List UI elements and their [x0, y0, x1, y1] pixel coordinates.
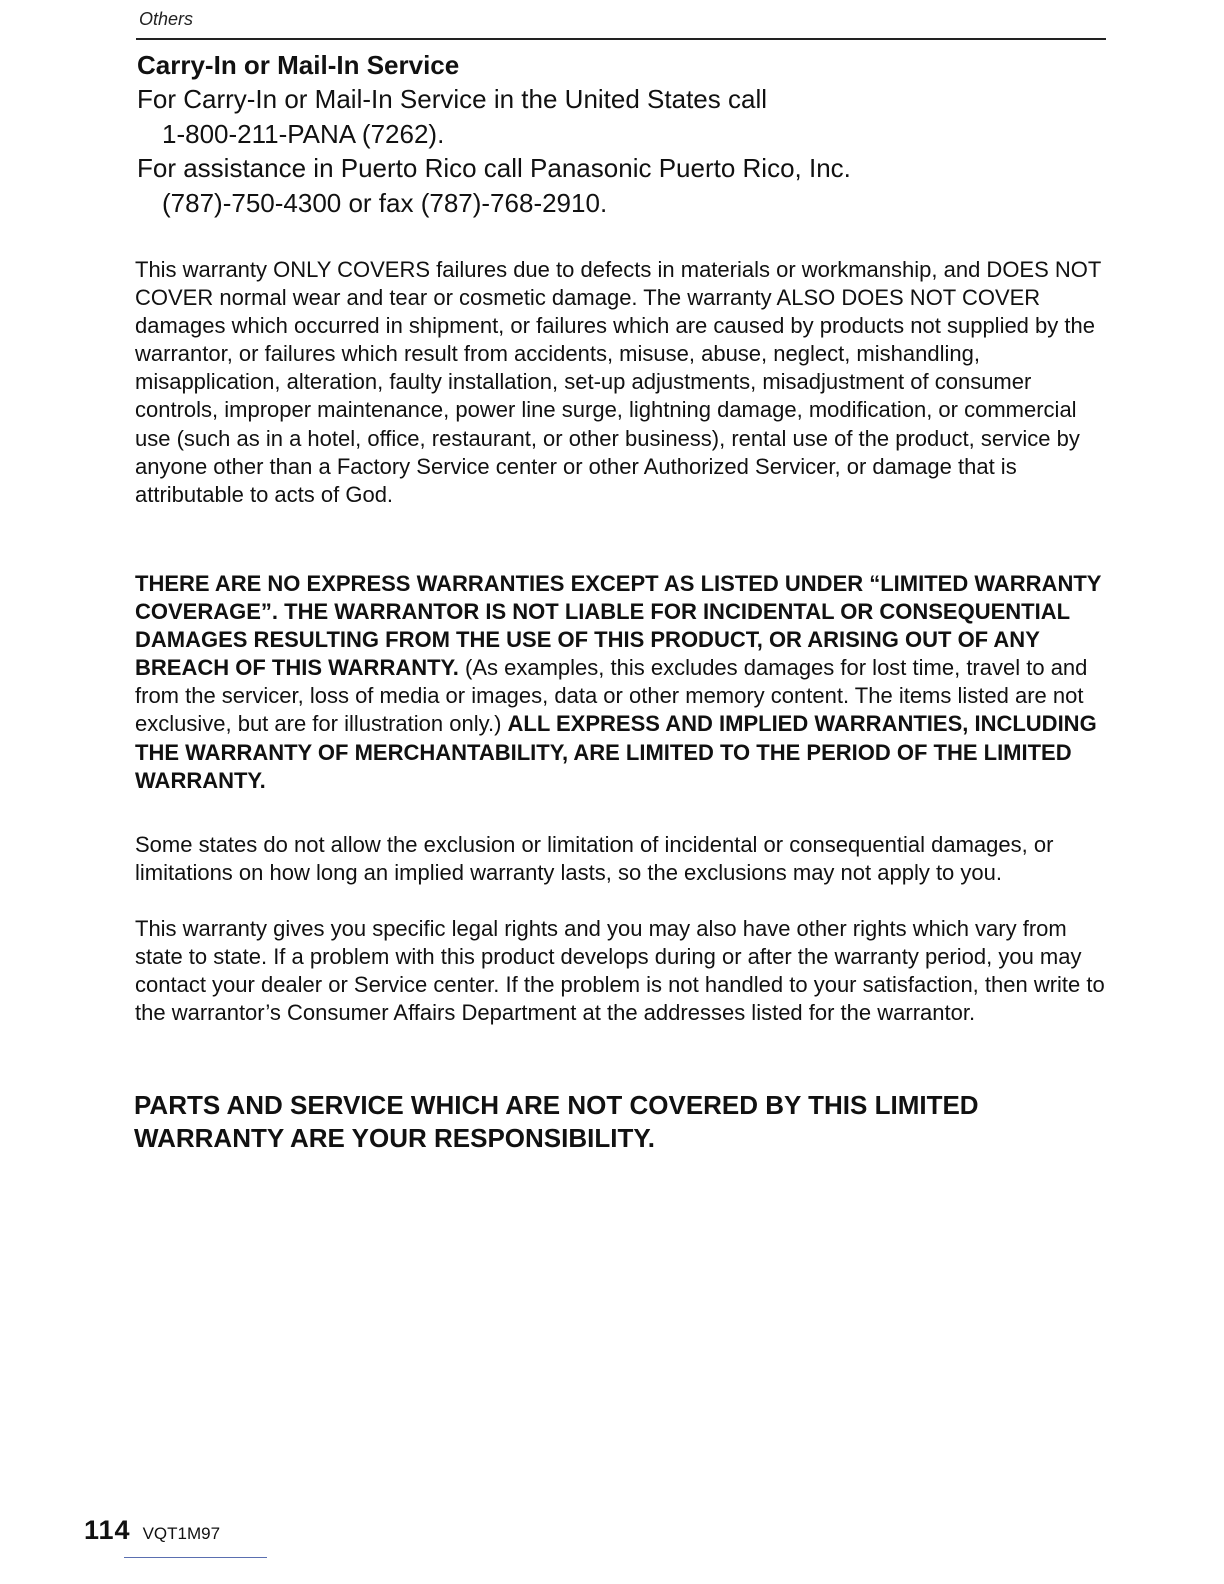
puerto-rico-phone: (787)-750-4300 or fax (787)-768-2910. [162, 187, 608, 218]
section-label: Others [139, 9, 194, 29]
disclaimer-bold-part-1: THERE ARE NO EXPRESS WARRANTIES EXCEPT AS LISTED UNDER “LIMITED WARRANTY COVERAGE”. THE WARRANTOR IS NOT LIABLE FOR INCIDENTAL OR CONSEQUENTIAL DAMAGES RESULTING FROM THE USE OF THIS PRODUCT, OR ARISING OUT OF ANY BREACH OF THIS WARRANTY. [135, 571, 1102, 681]
us-service-line: For Carry-In or Mail-In Service in the United States call [137, 84, 767, 114]
page-number: 114 [84, 1515, 131, 1545]
disclaimer-bold-part-2: ALL EXPRESS AND IMPLIED WARRANTIES, INCLUDING THE WARRANTY OF MERCHANTABILITY, ARE LIMITED TO THE PERIOD OF THE LIMITED WARRANTY. [135, 711, 1097, 793]
state-exclusions-paragraph: Some states do not allow the exclusion or limitation of incidental or consequential damages, or limitations on how long an implied warranty lasts, so the exclusions may not apply to you. [135, 832, 1054, 886]
disclaimer-examples: (As examples, this excludes damages for lost time, travel to and from the servicer, loss of media or images, data or other memory content. The items listed are not exclusive, but are for illustration only.) [135, 655, 1088, 737]
disclaimer-paragraph [135, 570, 1110, 795]
carry-in-service-block [137, 48, 1107, 220]
legal-rights-paragraph: This warranty gives you specific legal rights and you may also have other rights which vary from state to state. If a problem with this product develops during or after the warranty period, you may contact your dealer or Service center. If the problem is not handled to your satisfaction, then write to the warrantor’s Consumer Affairs Department at the addresses listed for the warrantor. [135, 916, 1105, 1026]
header-rule [136, 38, 1106, 40]
document-code: VQT1M97 [142, 1524, 221, 1543]
coverage-paragraph: This warranty ONLY COVERS failures due to defects in materials or workmanship, and DOES NOT COVER normal wear and tear or cosmetic damage. The warranty ALSO DOES NOT COVER damages which occurred in shipment, or failures which are caused by products not supplied by the warrantor, or failures which result from accidents, misuse, abuse, neglect, mishandling, misapplication, alteration, faulty installation, set-up adjustments, misadjustment of consumer controls, improper maintenance, power line surge, lightning damage, modification, or commercial use (such as in a hotel, office, restaurant, or other business), rental use of the product, service by anyone other than a Factory Service center or other Authorized Servicer, or damage that is attributable to acts of God. [135, 257, 1101, 507]
service-heading: Carry-In or Mail-In Service [137, 50, 460, 80]
us-service-phone: 1-800-211-PANA (7262). [162, 118, 445, 149]
footer-rule [124, 1557, 267, 1558]
page-footer [84, 1515, 220, 1546]
responsibility-notice: PARTS AND SERVICE WHICH ARE NOT COVERED BY THIS LIMITED WARRANTY ARE YOUR RESPONSIBILITY. [134, 1090, 979, 1153]
puerto-rico-line: For assistance in Puerto Rico call Panasonic Puerto Rico, Inc. [137, 153, 851, 183]
